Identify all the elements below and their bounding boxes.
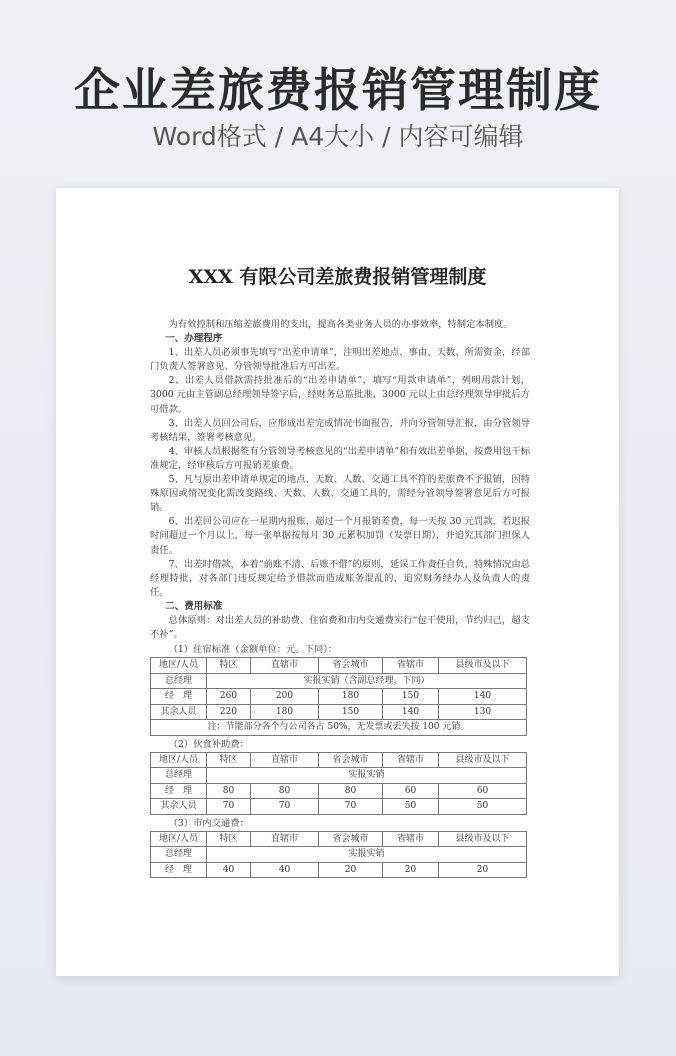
table-cell: 180 [319, 689, 383, 705]
table-cell: 80 [251, 783, 319, 799]
meals-table [150, 752, 527, 815]
table-header: 地区/人员 [151, 658, 207, 674]
table-cell: 70 [207, 799, 251, 815]
procedure-item: 7、出差时借款，本着“前账不清、后账不借”的原则，延误工作责任自负，特殊情况由总经理特批，对各部门违反规定给予借款而造成账务混乱的，追究财务经办人及负责人的责任。 [150, 558, 530, 598]
table-header: 省会城市 [319, 658, 383, 674]
table-cell: 200 [251, 689, 319, 705]
table-header: 县级市及以下 [439, 752, 527, 768]
table-cell: 实报实销 [207, 847, 527, 863]
lodging-table [150, 657, 527, 736]
table-cell: 经 理 [151, 862, 207, 878]
table-cell: 70 [319, 799, 383, 815]
table-cell: 180 [251, 704, 319, 720]
principle-paragraph: 总体原则：对出差人员的补助费、住宿费和市内交通费实行“包干使用，节约归己，超支不补”。 [150, 614, 530, 641]
table-header-row [151, 752, 527, 768]
table-cell: 150 [383, 689, 439, 705]
table-caption: （1）住宿标准（金额单位：元。下同）： [168, 644, 338, 656]
table-row [151, 768, 527, 784]
table-header-row [151, 658, 527, 674]
table-cell: 140 [383, 704, 439, 720]
table-header: 县级市及以下 [439, 831, 527, 847]
banner-subtitle: Word格式 / A4大小 / 内容可编辑 [152, 122, 524, 151]
table-header: 省会城市 [319, 752, 383, 768]
table-cell: 20 [319, 862, 383, 878]
table-header: 特区 [207, 752, 251, 768]
procedure-item: 2、出差人员借款需持批准后的“出差申请单”，填写“用款申请单”，列明用款计划，3000 元由主管副总经理领导签字后，经财务总监批准，3000 元以上由总经理领导审批后方可借款。 [150, 375, 530, 415]
table-note: 注：节能部分各个与公司各占 50%，无发票或丢失按 100 元销。 [151, 720, 527, 736]
table-header: 直辖市 [251, 658, 319, 674]
table-cell: 80 [319, 783, 383, 799]
procedure-item: 4、审核人员根据签有分管领导考核意见的“出差申请单”和有效出差单据，按费用包干标准规定，经审核后方可报销差旅费。 [150, 445, 530, 471]
procedure-item: 6、出差回公司应在一星期内报账，超过一个月报销差费，每一天按 30 元罚款，若迟报时间超过一个月以上，每一张单据按每月 30 元累积加罚（发票日期），并追究其部门担保人责任。 [150, 516, 530, 556]
procedure-item: 1、出差人员必须事先填写“出差申请单”，注明出差地点、事由、天数、所需资金，经部门负责人签署意见、分管领导批准后方可出差。 [150, 347, 530, 373]
table-row [151, 783, 527, 799]
table-row [151, 862, 527, 878]
table-cell: 其余人员 [151, 799, 207, 815]
table-header: 县级市及以下 [439, 658, 527, 674]
table-cell: 经 理 [151, 783, 207, 799]
table-cell: 总经理 [151, 847, 207, 863]
table-cell: 总经理 [151, 768, 207, 784]
table-row [151, 799, 527, 815]
table-header: 直辖市 [251, 831, 319, 847]
table-caption: （2）伙食补助费： [168, 738, 249, 750]
procedure-item: 5、凡与原出差申请单规定的地点、天数、人数、交通工具不符的差旅费不予报销，因特殊原因或情况变化需改变路线、天数、人数、交通工具的，需经分管领导签署意见后方可报销。 [150, 474, 530, 514]
table-cell: 70 [251, 799, 319, 815]
section-heading: 一、办理程序 [165, 333, 223, 345]
table-header: 省会城市 [319, 831, 383, 847]
table-cell: 经 理 [151, 689, 207, 705]
table-row [151, 673, 527, 689]
table-header: 省辖市 [383, 831, 439, 847]
table-cell: 20 [383, 862, 439, 878]
table-cell: 20 [439, 862, 527, 878]
table-header: 直辖市 [251, 752, 319, 768]
table-cell: 260 [207, 689, 251, 705]
table-cell: 150 [319, 704, 383, 720]
table-header: 省辖市 [383, 752, 439, 768]
table-row [151, 689, 527, 705]
table-cell: 60 [383, 783, 439, 799]
table-cell: 80 [207, 783, 251, 799]
table-cell: 50 [439, 799, 527, 815]
table-cell: 220 [207, 704, 251, 720]
table-header-row [151, 831, 527, 847]
procedure-item: 3、出差人员回公司后，应形成出差完成情况书面报告，并向分管领导汇报，由分管领导考核结果，签署考核意见。 [150, 417, 530, 443]
table-header: 地区/人员 [151, 752, 207, 768]
table-cell: 实报实销（含副总经理，下同） [207, 673, 527, 689]
table-cell: 140 [439, 689, 527, 705]
table-cell: 60 [439, 783, 527, 799]
table-row [151, 847, 527, 863]
transport-table [150, 831, 527, 879]
table-cell: 实报实销 [207, 768, 527, 784]
document-page [56, 188, 619, 976]
table-cell: 130 [439, 704, 527, 720]
document-body [150, 318, 530, 880]
document-title: XXX 有限公司差旅费报销管理制度 [188, 266, 487, 288]
table-caption: （3）市内交通费： [168, 817, 249, 829]
intro-paragraph: 为有效控制和压缩差旅费用的支出，提高各类业务人员的办事效率，特制定本制度。 [168, 319, 513, 330]
table-header: 特区 [207, 831, 251, 847]
table-header: 特区 [207, 658, 251, 674]
table-row [151, 720, 527, 736]
table-cell: 总经理 [151, 673, 207, 689]
table-header: 地区/人员 [151, 831, 207, 847]
table-cell: 其余人员 [151, 704, 207, 720]
table-cell: 40 [251, 862, 319, 878]
table-cell: 50 [383, 799, 439, 815]
table-row [151, 704, 527, 720]
banner-title: 企业差旅费报销管理制度 [74, 63, 602, 117]
table-header: 省辖市 [383, 658, 439, 674]
section-heading: 二、费用标准 [165, 600, 223, 612]
table-cell: 40 [207, 862, 251, 878]
